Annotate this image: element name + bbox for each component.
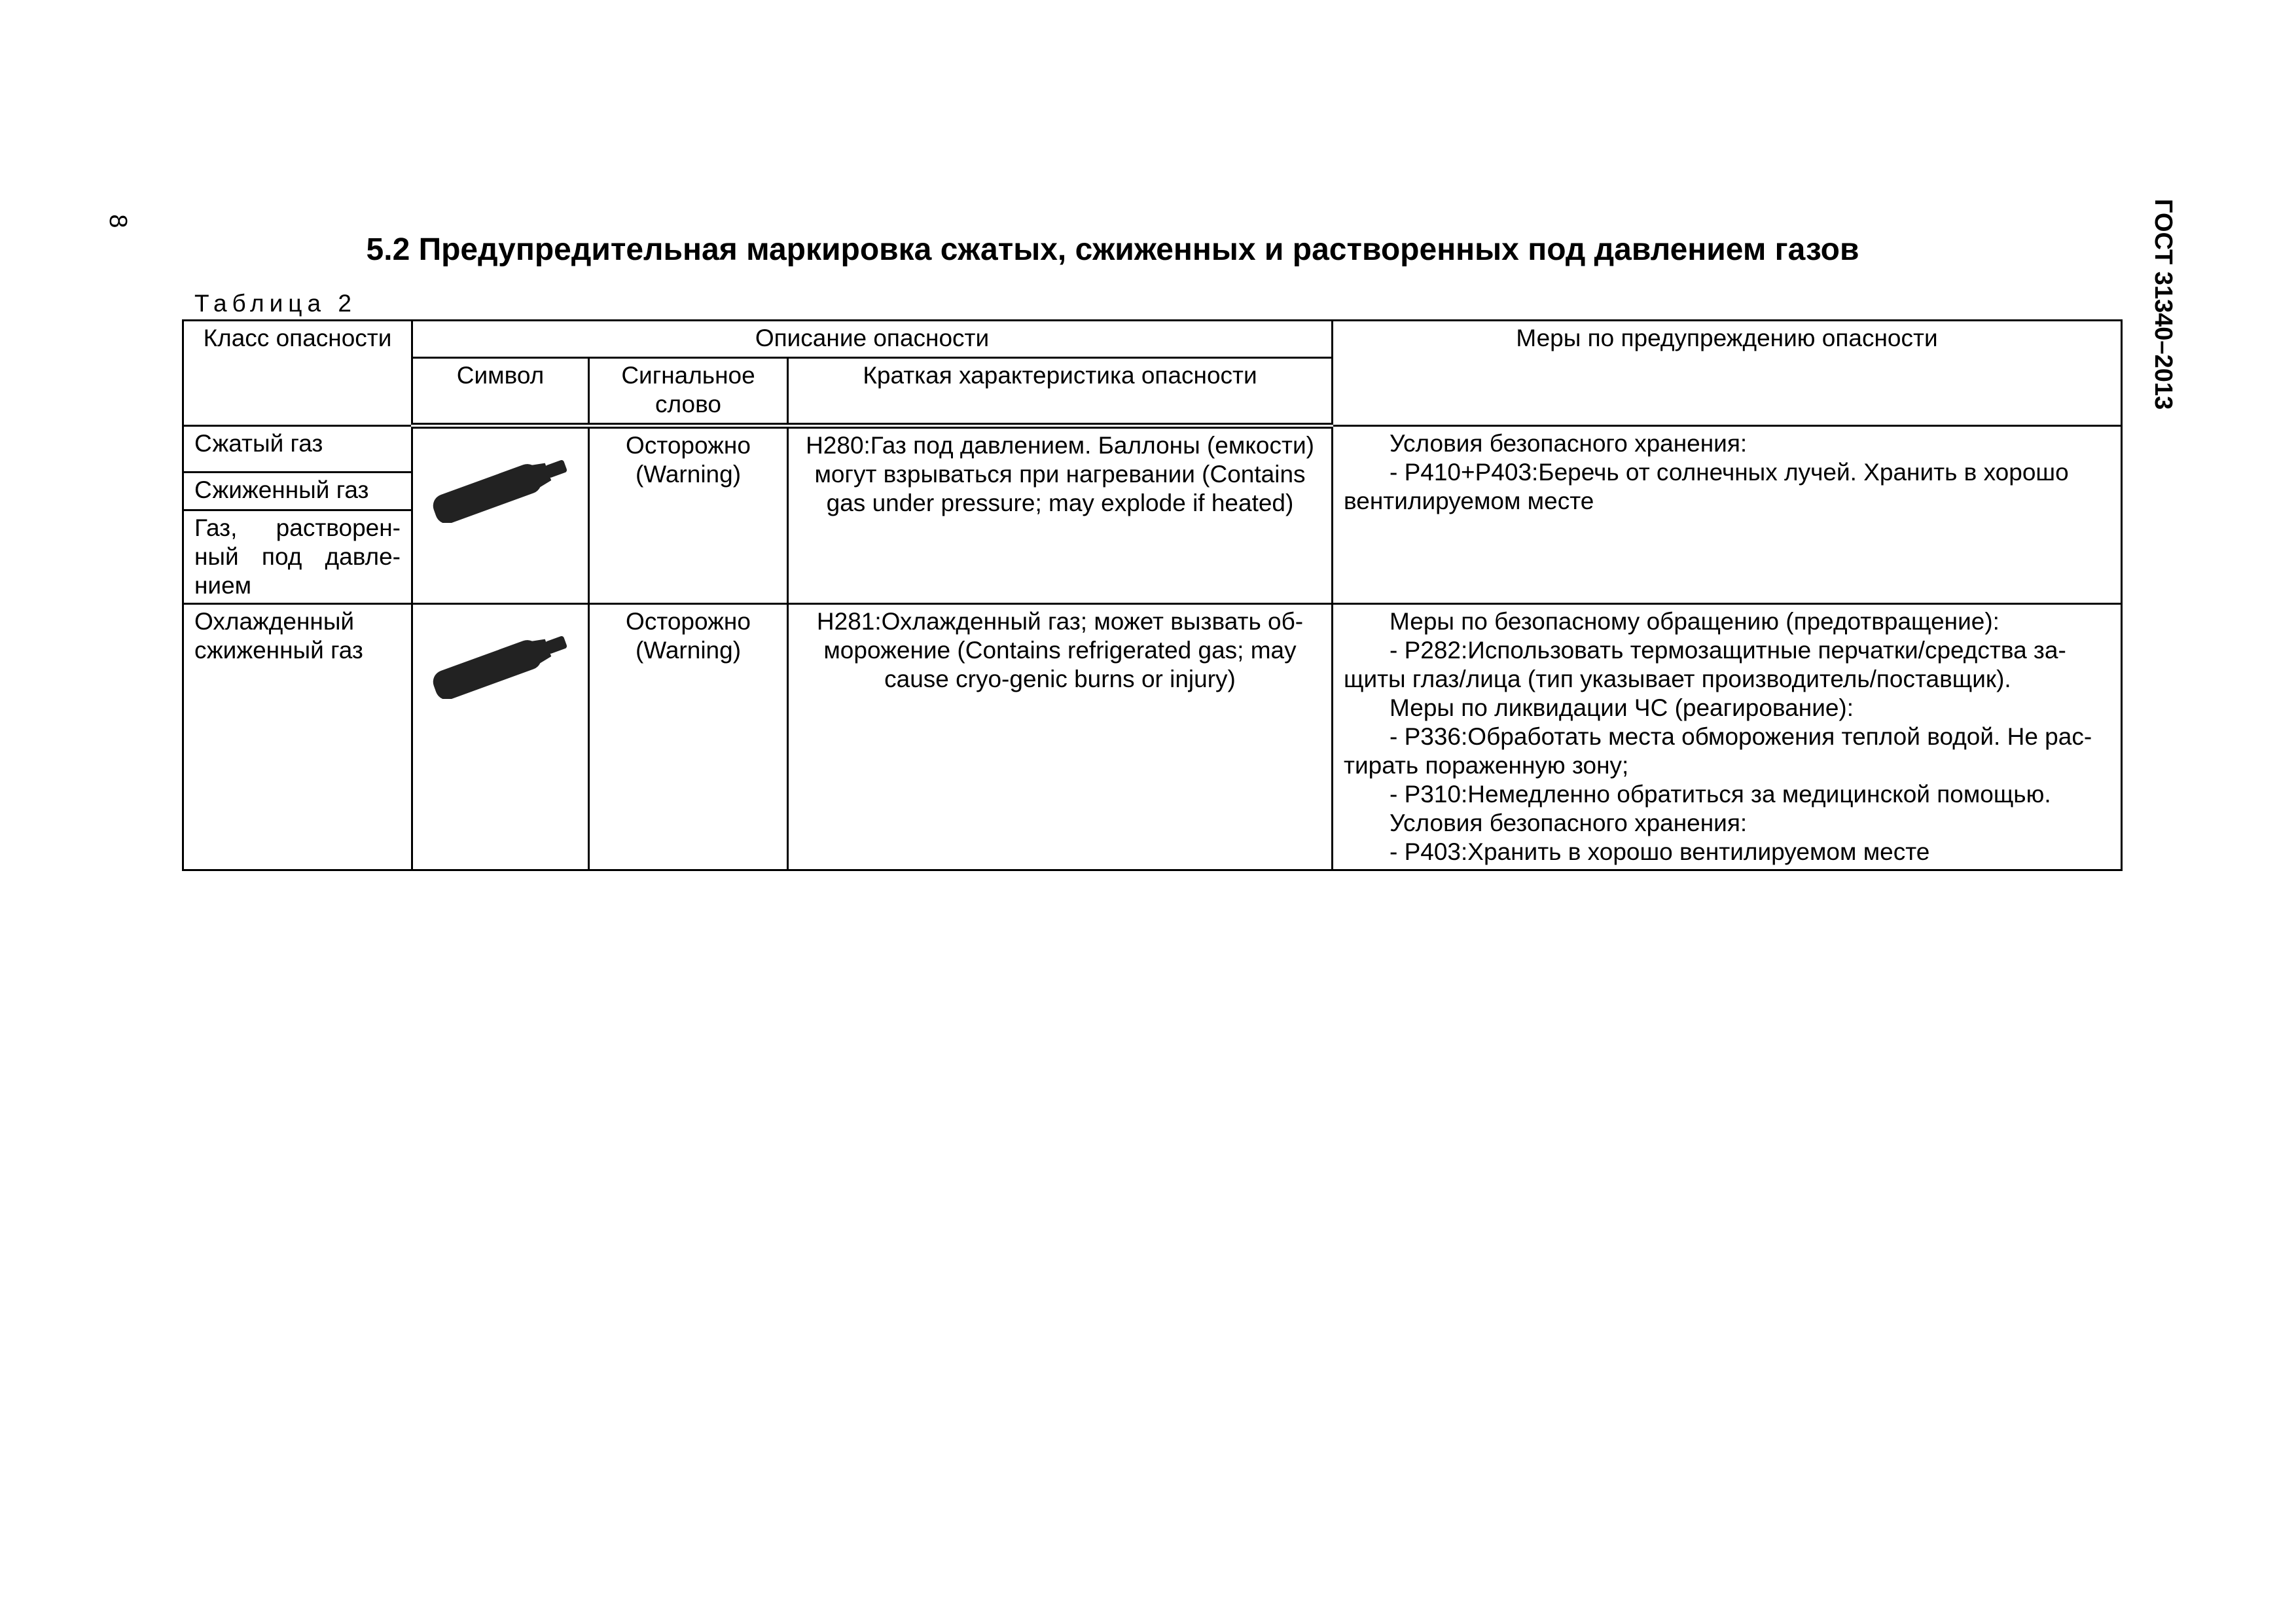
measure-line: - P282:Использовать термозащитные перчатки/средства за-щиты глаз/лица (тип указывает производитель/поставщик). [1344, 637, 2066, 692]
measure-line: Меры по ликвидации ЧС (реагирование): [1390, 694, 1854, 721]
header-hazard-class: Класс опасности [183, 321, 412, 426]
table-caption: Таблица 2 [194, 290, 357, 317]
measure-line: - P410+P403:Беречь от солнечных лучей. Хранить в хорошо вентилируемом месте [1344, 459, 2069, 514]
hazard-statement-cell: H280:Газ под давлением. Баллоны (емкости) могут взрываться при нагревании (Contains gas under pressure; may explode if heated) [788, 426, 1333, 604]
header-hazard-description: Описание опасности [412, 321, 1333, 358]
document-code: ГОСТ 31340–2013 [2149, 198, 2177, 410]
hazard-marking-table [182, 319, 2123, 871]
measure-line: Условия безопасного хранения: [1390, 430, 1748, 457]
section-title: 5.2 Предупредительная маркировка сжатых, сжиженных и растворенных под давлением газов [366, 232, 1859, 267]
measure-line: Меры по безопасному обращению (предотвращение): [1390, 608, 2000, 635]
symbol-cell [412, 604, 589, 870]
class-cell: Сжатый газ [183, 426, 412, 473]
header-brief-hazard: Краткая характеристика опасности [788, 358, 1333, 426]
gas-cylinder-icon [425, 627, 577, 699]
measure-line: - P310:Немедленно обратиться за медицинской помощью. [1390, 781, 2051, 808]
prevention-measures-cell [1333, 426, 2122, 604]
header-signal-word: Сигнальное слово [589, 358, 788, 426]
class-cell: Газ, растворен-ный под давле-нием [183, 510, 412, 604]
symbol-cell [412, 426, 589, 604]
page-number: 8 [104, 214, 132, 228]
class-cell: Сжиженный газ [183, 473, 412, 510]
signal-word-cell: Осторожно (Warning) [589, 426, 788, 604]
measure-line: - P403:Хранить в хорошо вентилируемом месте [1390, 838, 1930, 865]
header-prevention-measures: Меры по предупреждению опасности [1333, 321, 2122, 426]
hazard-statement-cell: H281:Охлажденный газ; может вызвать об-морожение (Contains refrigerated gas; may cause cryo-genic burns or injury) [788, 604, 1333, 870]
class-cell: Охлажденный сжиженный газ [183, 604, 412, 870]
prevention-measures-cell [1333, 604, 2122, 870]
measure-line: - P336:Обработать места обморожения теплой водой. Не рас-тирать пораженную зону; [1344, 723, 2092, 779]
signal-word-cell: Осторожно (Warning) [589, 604, 788, 870]
gas-cylinder-icon [425, 451, 577, 523]
header-symbol: Символ [412, 358, 589, 426]
measure-line: Условия безопасного хранения: [1390, 810, 1748, 836]
